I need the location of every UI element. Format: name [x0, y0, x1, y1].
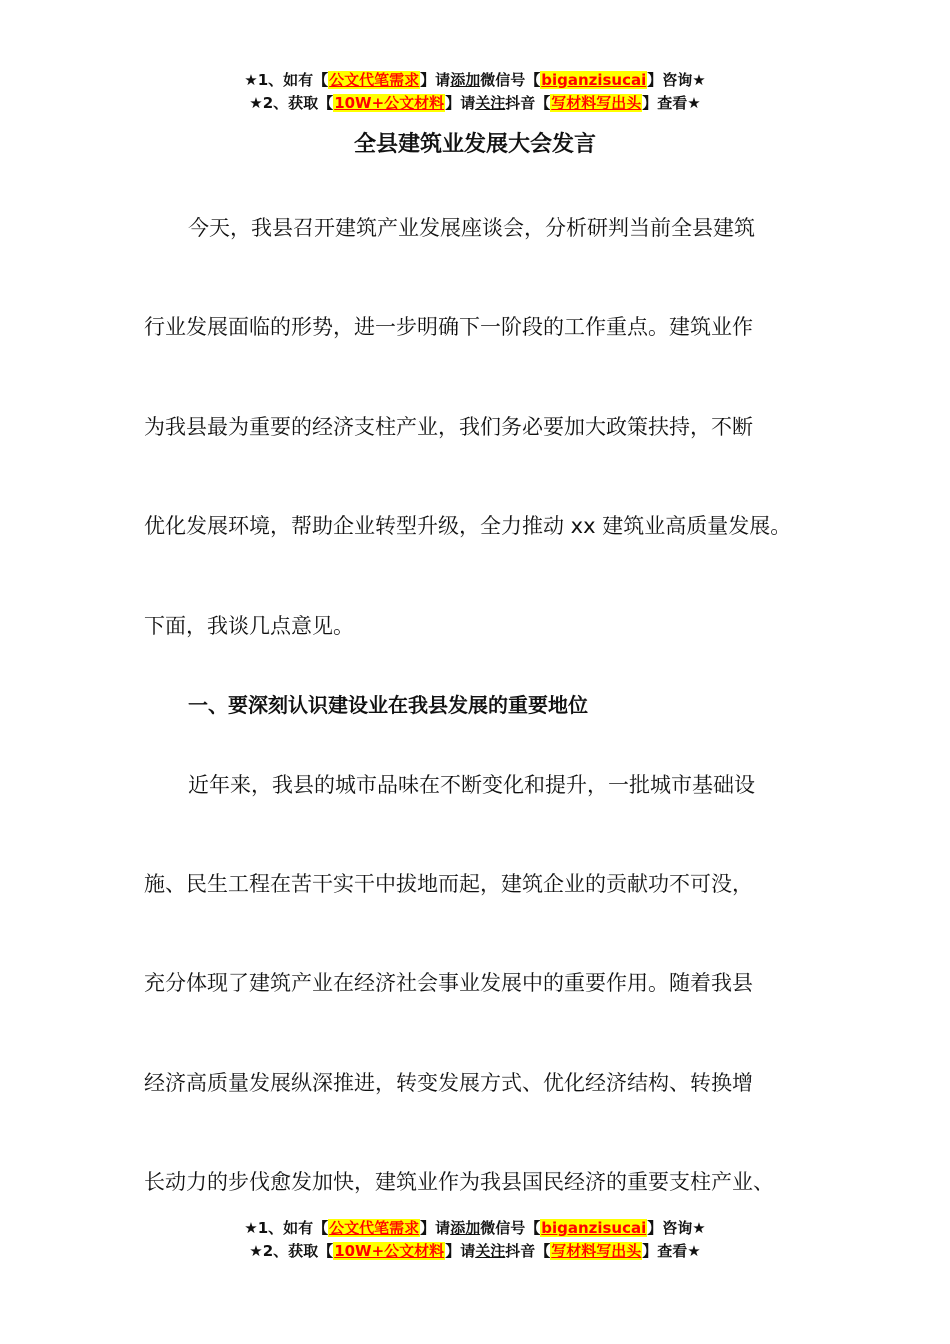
banner-text: 微信号【: [480, 71, 541, 89]
banner-text: ★1、如有【: [244, 1219, 329, 1237]
banner-text: 】请: [445, 1242, 476, 1260]
header-banner: [0, 69, 950, 115]
highlight-materials: 10W+公文材料: [334, 1242, 445, 1260]
highlight-douyin-account: 写材料写出头: [551, 94, 642, 112]
banner-text: 微信号【: [480, 1219, 541, 1237]
banner-text: ★2、获取【: [249, 1242, 334, 1260]
section-heading: 一、要深刻认识建设业在我县发展的重要地位: [188, 693, 588, 717]
paragraph-line: 今天，我县召开建筑产业发展座谈会，分析研判当前全县建筑: [188, 216, 755, 240]
paragraph-line: 充分体现了建筑产业在经济社会事业发展中的重要作用。随着我县: [144, 971, 753, 995]
banner-text: 】请: [420, 71, 451, 89]
paragraph-line: 行业发展面临的形势，进一步明确下一阶段的工作重点。建筑业作: [144, 315, 753, 339]
banner-text: 】咨询★: [647, 71, 706, 89]
banner-underline-text: 添加: [450, 1219, 481, 1237]
banner-text: 】查看★: [642, 94, 701, 112]
paragraph-line: 优化发展环境，帮助企业转型升级，全力推动 xx 建筑业高质量发展。: [144, 514, 792, 538]
page-title: 全县建筑业发展大会发言: [353, 132, 596, 157]
banner-line-2: [0, 1240, 950, 1263]
banner-text: 抖音【: [505, 1242, 551, 1260]
banner-text: 抖音【: [505, 94, 551, 112]
paragraph-line: 为我县最为重要的经济支柱产业，我们务必要加大政策扶持，不断: [144, 415, 753, 439]
highlight-wechat-id: biganzisucai: [541, 71, 647, 89]
banner-underline-text: 关注: [475, 94, 506, 112]
paragraph-line: 经济高质量发展纵深推进，转变发展方式、优化经济结构、转换增: [144, 1071, 753, 1095]
banner-line-2: [0, 92, 950, 115]
highlight-wechat-id: biganzisucai: [541, 1219, 647, 1237]
banner-underline-text: 添加: [450, 71, 481, 89]
highlight-douyin-account: 写材料写出头: [551, 1242, 642, 1260]
banner-line-1: [0, 69, 950, 92]
banner-text: 】请: [445, 94, 476, 112]
banner-text: ★2、获取【: [249, 94, 334, 112]
banner-text: 】请: [420, 1219, 451, 1237]
highlight-service: 公文代笔需求: [329, 1219, 420, 1237]
banner-line-1: [0, 1217, 950, 1240]
paragraph-line: 近年来，我县的城市品味在不断变化和提升，一批城市基础设: [188, 773, 755, 797]
paragraph-line: 长动力的步伐愈发加快，建筑业作为我县国民经济的重要支柱产业、: [144, 1170, 774, 1194]
banner-text: 】查看★: [642, 1242, 701, 1260]
highlight-service: 公文代笔需求: [329, 71, 420, 89]
banner-text: 】咨询★: [647, 1219, 706, 1237]
banner-text: ★1、如有【: [244, 71, 329, 89]
banner-underline-text: 关注: [475, 1242, 506, 1260]
footer-banner: [0, 1217, 950, 1263]
paragraph-line: 下面，我谈几点意见。: [144, 614, 354, 638]
highlight-materials: 10W+公文材料: [334, 94, 445, 112]
paragraph-line: 施、民生工程在苦干实干中拔地而起，建筑企业的贡献功不可没，: [144, 872, 753, 896]
